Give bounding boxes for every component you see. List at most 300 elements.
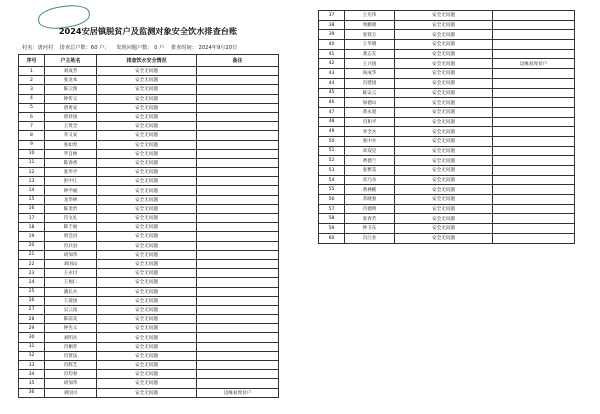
remark (197, 103, 279, 112)
table-row (19, 361, 279, 370)
right-page (318, 10, 574, 408)
row-number: 56 (319, 195, 345, 205)
water-safety-status: 安全无问题 (97, 223, 197, 232)
water-safety-status: 安全无问题 (395, 214, 493, 224)
water-safety-status: 安全无问题 (395, 146, 493, 156)
row-number: 44 (319, 78, 345, 88)
householder-name: 肖贤法 (45, 351, 97, 360)
water-safety-status: 安全无问题 (97, 259, 197, 268)
householder-name: 尚成华 (345, 69, 395, 79)
remark (493, 40, 575, 50)
water-safety-status: 安全无问题 (97, 168, 197, 177)
table-row (319, 59, 575, 69)
row-number: 28 (19, 315, 45, 324)
water-safety-status: 安全无问题 (395, 20, 493, 30)
householder-name: 刘明兵 (45, 333, 97, 342)
row-number: 10 (19, 149, 45, 158)
water-safety-status: 安全无问题 (97, 296, 197, 305)
householder-name: 黄林樵 (345, 185, 395, 195)
row-number: 6 (19, 112, 45, 121)
table-row (19, 158, 279, 167)
table-row (19, 259, 279, 268)
householder-name: 张铁万 (345, 30, 395, 40)
water-safety-status: 安全无问题 (97, 149, 197, 158)
householder-name: 唐祥国 (45, 112, 97, 121)
left-page (18, 6, 278, 404)
remark (493, 156, 575, 166)
water-safety-status: 安全无问题 (395, 166, 493, 176)
row-number: 43 (319, 69, 345, 79)
remark (197, 131, 279, 140)
water-safety-status: 安全无问题 (97, 370, 197, 379)
water-safety-status: 安全无问题 (97, 204, 197, 213)
table-row (19, 351, 279, 360)
remark (197, 195, 279, 204)
remark (493, 98, 575, 108)
table-row (19, 177, 279, 186)
table-row (319, 98, 575, 108)
row-number: 4 (19, 94, 45, 103)
water-safety-status: 安全无问题 (395, 59, 493, 69)
householder-name: 陈安云 (345, 88, 395, 98)
table-row (319, 78, 575, 88)
water-safety-status: 安全无问题 (97, 85, 197, 94)
remark (197, 250, 279, 259)
row-number: 2 (19, 76, 45, 85)
water-safety-status: 安全无问题 (395, 117, 493, 127)
header-no: 序号 (19, 55, 45, 67)
row-number: 58 (319, 214, 345, 224)
row-number: 35 (19, 379, 45, 388)
row-number: 45 (319, 88, 345, 98)
table-row (19, 296, 279, 305)
table-row (19, 122, 279, 131)
householder-name: 龙华林 (45, 195, 97, 204)
table-row (19, 168, 279, 177)
householder-name: 龚志友 (345, 49, 395, 59)
survey-table-left (18, 54, 279, 398)
row-number: 18 (19, 223, 45, 232)
remark (197, 158, 279, 167)
remark (493, 49, 575, 59)
householder-name: 肖建国 (345, 78, 395, 88)
water-safety-status: 安全无问题 (97, 342, 197, 351)
water-safety-status: 安全无问题 (97, 241, 197, 250)
table-row (319, 20, 575, 30)
householder-name: 肖兵县 (45, 241, 97, 250)
table-row (319, 30, 575, 40)
remark (493, 214, 575, 224)
row-number: 11 (19, 158, 45, 167)
remark (197, 94, 279, 103)
householder-name: 肖均春 (45, 370, 97, 379)
table-row (319, 127, 575, 137)
row-number: 49 (319, 127, 345, 137)
water-safety-status: 安全无问题 (97, 131, 197, 140)
householder-name: 吴云南 (45, 305, 97, 314)
table-row (19, 388, 279, 397)
row-number: 22 (19, 259, 45, 268)
water-safety-status: 安全无问题 (97, 315, 197, 324)
householder-name: 黄德兰 (345, 156, 395, 166)
header-note: 备注 (197, 55, 279, 67)
table-row (19, 379, 279, 388)
table-row (19, 85, 279, 94)
water-safety-status: 安全无问题 (395, 98, 493, 108)
remark (493, 146, 575, 156)
householder-name: 苏晓春 (345, 195, 395, 205)
row-number: 31 (19, 342, 45, 351)
table-row (319, 49, 575, 59)
remark (493, 224, 575, 234)
table-row (319, 175, 575, 185)
householder-name: 王贤全 (45, 122, 97, 131)
remark (197, 296, 279, 305)
remark (493, 11, 575, 21)
remark (197, 241, 279, 250)
row-number: 33 (19, 361, 45, 370)
water-safety-status: 安全无问题 (395, 69, 493, 79)
row-number: 46 (319, 98, 345, 108)
row-number: 51 (319, 146, 345, 156)
row-number: 21 (19, 250, 45, 259)
row-number: 27 (19, 305, 45, 314)
row-number: 53 (319, 166, 345, 176)
remark (493, 88, 575, 98)
water-safety-status: 安全无问题 (395, 185, 493, 195)
survey-date: 排查时间： 2024年9月20日 (170, 45, 238, 51)
row-number: 15 (19, 195, 45, 204)
remark (493, 127, 575, 137)
water-safety-status: 安全无问题 (97, 214, 197, 223)
remark (493, 136, 575, 146)
table-row (19, 315, 279, 324)
householder-name: 唐会昌 (45, 232, 97, 241)
table-row (319, 156, 575, 166)
row-number: 19 (19, 232, 45, 241)
water-safety-status: 安全无问题 (395, 49, 493, 59)
header-status: 排查饮水安全情况 (97, 55, 197, 67)
row-number: 40 (319, 40, 345, 50)
table-row (319, 204, 575, 214)
remark (493, 30, 575, 40)
householder-name: 王爱国 (45, 296, 97, 305)
water-safety-status: 安全无问题 (97, 269, 197, 278)
row-number: 20 (19, 241, 45, 250)
table-row (319, 146, 575, 156)
survey-table-right (318, 10, 575, 244)
householder-name: 陈春香 (45, 158, 97, 167)
row-number: 41 (319, 49, 345, 59)
householder-name: 章乃水 (345, 175, 395, 185)
remark: 边缘易致贫户 (493, 59, 575, 69)
householder-name: 肖文礼 (45, 214, 97, 223)
remark (197, 259, 279, 268)
householder-name: 王永付 (45, 269, 97, 278)
water-safety-status: 安全无问题 (97, 232, 197, 241)
row-number: 36 (19, 388, 45, 397)
table-row (19, 195, 279, 204)
remark (493, 175, 575, 185)
remark (197, 379, 279, 388)
water-safety-status: 安全无问题 (395, 78, 493, 88)
row-number: 37 (319, 11, 345, 21)
householder-name: 王福仁 (45, 278, 97, 287)
table-body-left (19, 67, 279, 398)
water-safety-status: 安全无问题 (395, 40, 493, 50)
householder-name: 陈云图 (45, 85, 97, 94)
remark (493, 166, 575, 176)
water-safety-status: 安全无问题 (395, 156, 493, 166)
remark (197, 324, 279, 333)
table-row (19, 94, 279, 103)
water-safety-status: 安全无问题 (97, 158, 197, 167)
remark (197, 204, 279, 213)
page-title: 2024安居镇脱贫户及监测对象安全饮水排查台账 (58, 26, 238, 36)
remark (197, 186, 279, 195)
row-number: 23 (19, 269, 45, 278)
table-row (19, 204, 279, 213)
row-number: 57 (319, 204, 345, 214)
householder-name: 唐勇安 (45, 103, 97, 112)
row-number: 13 (19, 177, 45, 186)
remark (197, 232, 279, 241)
water-safety-status: 安全无问题 (395, 107, 493, 117)
table-row (19, 140, 279, 149)
row-number: 34 (19, 370, 45, 379)
table-row (19, 287, 279, 296)
householder-name: 刘国兴 (45, 388, 97, 397)
remark (197, 76, 279, 85)
row-number: 24 (19, 278, 45, 287)
householder-name: 肖江业 (345, 233, 395, 243)
householder-name: 罗自林 (45, 149, 97, 158)
header-name: 户主姓名 (45, 55, 97, 67)
remark (197, 85, 279, 94)
householder-name: 彭中江 (45, 177, 97, 186)
remark (197, 149, 279, 158)
householder-name: 陈前美 (45, 315, 97, 324)
row-number: 5 (19, 103, 45, 112)
water-safety-status: 安全无问题 (97, 287, 197, 296)
water-safety-status: 安全无问题 (97, 140, 197, 149)
remark (197, 370, 279, 379)
remark (197, 168, 279, 177)
householder-name: 胡加华 (45, 250, 97, 259)
remark (197, 112, 279, 121)
water-safety-status: 安全无问题 (97, 94, 197, 103)
householder-name: 陈于福 (45, 223, 97, 232)
table-row (319, 88, 575, 98)
water-safety-status: 安全无问题 (395, 175, 493, 185)
row-number: 60 (319, 233, 345, 243)
table-row (19, 103, 279, 112)
remark (493, 233, 575, 243)
row-number: 1 (19, 67, 45, 76)
table-body-right (319, 11, 575, 244)
row-number: 14 (19, 186, 45, 195)
householder-name: 张繁美 (345, 166, 395, 176)
table-row (319, 40, 575, 50)
water-safety-status: 安全无问题 (97, 379, 197, 388)
row-number: 3 (19, 85, 45, 94)
table-row (19, 232, 279, 241)
table-row (319, 11, 575, 21)
householder-name: 钟先义 (45, 324, 97, 333)
row-number: 39 (319, 30, 345, 40)
householder-name: 张春芳 (345, 214, 395, 224)
remark (197, 287, 279, 296)
table-row (19, 278, 279, 287)
water-safety-status: 安全无问题 (97, 67, 197, 76)
water-safety-status: 安全无问题 (97, 333, 197, 342)
remark (197, 122, 279, 131)
row-number: 48 (319, 117, 345, 127)
water-safety-status: 安全无问题 (97, 186, 197, 195)
remark (493, 185, 575, 195)
householder-name: 肖德明 (345, 204, 395, 214)
remark (197, 223, 279, 232)
remark (197, 214, 279, 223)
water-safety-status: 安全无问题 (97, 250, 197, 259)
householder-name: 章双克 (345, 146, 395, 156)
table-row (319, 69, 575, 79)
table-row (19, 67, 279, 76)
remark (197, 342, 279, 351)
row-number: 42 (319, 59, 345, 69)
table-row (19, 241, 279, 250)
householder-name: 张如寿 (45, 140, 97, 149)
table-row (19, 370, 279, 379)
water-safety-status: 安全无问题 (395, 11, 493, 21)
householder-name: 李又安 (45, 131, 97, 140)
village-name: 村名：唐河村 (22, 45, 54, 51)
water-safety-status: 安全无问题 (97, 76, 197, 85)
table-header-row (19, 55, 279, 67)
row-number: 52 (319, 156, 345, 166)
householder-name: 周勤朋 (345, 20, 395, 30)
remark (493, 107, 575, 117)
water-safety-status: 安全无问题 (395, 195, 493, 205)
row-number: 7 (19, 122, 45, 131)
table-row (19, 214, 279, 223)
table-row (19, 269, 279, 278)
householder-name: 李全兵 (345, 127, 395, 137)
table-row (19, 131, 279, 140)
householder-name: 肖桐乔 (45, 342, 97, 351)
householder-name: 张华平 (45, 168, 97, 177)
table-row (19, 149, 279, 158)
remark (197, 351, 279, 360)
table-row (319, 166, 575, 176)
water-safety-status: 安全无问题 (97, 122, 197, 131)
water-safety-status: 安全无问题 (97, 195, 197, 204)
remark (197, 278, 279, 287)
water-safety-status: 安全无问题 (97, 324, 197, 333)
table-row (319, 185, 575, 195)
table-row (19, 250, 279, 259)
table-row (319, 214, 575, 224)
remark (197, 361, 279, 370)
row-number: 30 (19, 333, 45, 342)
table-row (319, 224, 575, 234)
householder-name: 刘成芳 (45, 67, 97, 76)
row-number: 26 (19, 296, 45, 305)
table-row (19, 333, 279, 342)
remark (197, 177, 279, 186)
water-safety-status: 安全无问题 (97, 177, 197, 186)
household-count: 排查总户数：60 户； (59, 45, 110, 51)
householder-name: 肖和平 (345, 117, 395, 127)
table-row (319, 107, 575, 117)
householder-name: 钟学福 (45, 186, 97, 195)
row-number: 25 (19, 287, 45, 296)
table-row (319, 117, 575, 127)
row-number: 54 (319, 175, 345, 185)
householder-name: 刘国山 (45, 259, 97, 268)
remark (197, 305, 279, 314)
water-safety-status: 安全无问题 (395, 204, 493, 214)
table-row (19, 324, 279, 333)
table-row (19, 342, 279, 351)
householder-name: 钟传义 (45, 94, 97, 103)
water-safety-status: 安全无问题 (97, 388, 197, 397)
remark (197, 315, 279, 324)
water-safety-status: 安全无问题 (97, 361, 197, 370)
water-safety-status: 安全无问题 (97, 305, 197, 314)
table-row (19, 76, 279, 85)
table-row (19, 305, 279, 314)
remark (493, 78, 575, 88)
row-number: 47 (319, 107, 345, 117)
remark (493, 117, 575, 127)
householder-name: 潘长兵 (45, 287, 97, 296)
table-row (319, 195, 575, 205)
householder-name: 陈金贵 (45, 204, 97, 213)
water-safety-status: 安全无问题 (97, 278, 197, 287)
water-safety-status: 安全无问题 (395, 136, 493, 146)
problem-count: 发现问题户数： 0 户 (116, 45, 165, 51)
householder-name: 王华晓 (345, 40, 395, 50)
row-number: 29 (19, 324, 45, 333)
water-safety-status: 安全无问题 (97, 112, 197, 121)
remark (197, 140, 279, 149)
householder-name: 钟卫东 (345, 224, 395, 234)
householder-name: 王兴国 (345, 59, 395, 69)
table-row (19, 223, 279, 232)
row-number: 50 (319, 136, 345, 146)
water-safety-status: 安全无问题 (395, 224, 493, 234)
remark (493, 195, 575, 205)
row-number: 32 (19, 351, 45, 360)
water-safety-status: 安全无问题 (395, 30, 493, 40)
householder-name: 加德山 (345, 98, 395, 108)
row-number: 38 (319, 20, 345, 30)
remark (493, 204, 575, 214)
row-number: 17 (19, 214, 45, 223)
householder-name: 胡加华 (45, 379, 97, 388)
table-row (19, 112, 279, 121)
row-number: 16 (19, 204, 45, 213)
table-row (319, 233, 575, 243)
remark (493, 69, 575, 79)
remark: 边缘易致贫户 (197, 388, 279, 397)
row-number: 9 (19, 140, 45, 149)
table-row (319, 136, 575, 146)
householder-name: 张中兵 (345, 136, 395, 146)
householder-name: 肖辉艺 (45, 361, 97, 370)
row-number: 8 (19, 131, 45, 140)
